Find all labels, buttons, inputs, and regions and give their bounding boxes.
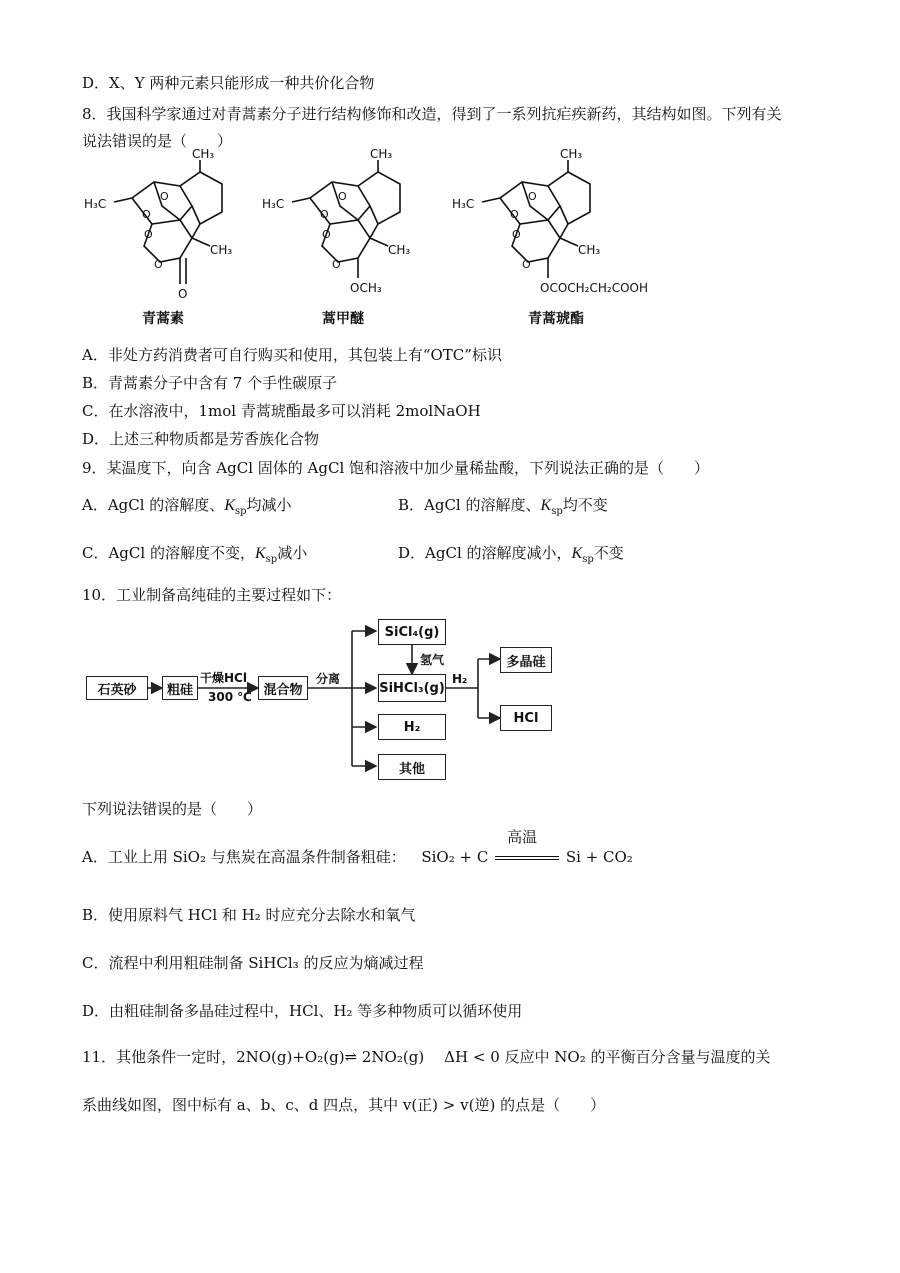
flow-box-quartz-sand: 石英砂 — [86, 676, 148, 700]
mol1-h3c-left: H₃C — [84, 197, 107, 211]
q10-option-b: B．使用原料气 HCl 和 H₂ 时应充分去除水和氧气 — [82, 906, 416, 924]
q9-option-d: D．AgCl 的溶解度减小，$K_{sp}$不变 — [398, 544, 624, 565]
flow-box-mixture: 混合物 — [258, 676, 308, 700]
flow-box-h2: H₂ — [378, 714, 446, 740]
mol3-name: 青蒿琥酯 — [528, 311, 584, 327]
svg-text:O: O — [338, 190, 347, 203]
svg-text:O: O — [322, 228, 331, 241]
q10-eq-condition: 高温 — [507, 828, 538, 846]
mol1-substituent: O — [178, 287, 188, 301]
flow-label-h2-arrow: H₂ — [452, 672, 468, 686]
q8-option-c: C．在水溶液中，1mol 青蒿琥酯最多可以消耗 2molNaOH — [82, 402, 481, 420]
flow-box-crude-silicon: 粗硅 — [162, 676, 198, 700]
flow-box-hcl: HCl — [500, 705, 552, 731]
mol2-h3c-left: H₃C — [262, 197, 285, 211]
flow-box-sicl4: SiCl₄(g) — [378, 619, 446, 645]
q11-stem-line1: 11．其他条件一定时，2NO(g)+O₂(g)⇌ 2NO₂(g) ΔH < 0 反应中 NO₂ 的平衡百分含量与温度的关 — [82, 1048, 771, 1066]
q10-option-c: C．流程中利用粗硅制备 SiHCl₃ 的反应为熵减过程 — [82, 954, 424, 972]
flow-box-polysilicon: 多晶硅 — [500, 647, 552, 673]
mol1-ch3-top: CH₃ — [192, 147, 215, 161]
mol2-ch3-right: CH₃ — [388, 243, 411, 257]
mol1-name: 青蒿素 — [142, 311, 184, 327]
flow-cond-dry-hcl: 干燥HCl — [200, 671, 247, 685]
svg-text:O: O — [528, 190, 537, 203]
q9-option-c: C．AgCl 的溶解度不变，$K_{sp}$减小 — [82, 544, 308, 565]
mol2-name: 蒿甲醚 — [322, 311, 364, 327]
svg-text:O: O — [160, 190, 169, 203]
q11-stem-line2: 系曲线如图，图中标有 a、b、c、d 四点，其中 v(正) > v(逆) 的点是（ ） — [82, 1096, 606, 1114]
mol2-ch3-top: CH₃ — [370, 147, 393, 161]
q10-option-d: D．由粗硅制备多晶硅过程中，HCl、H₂ 等多种物质可以循环使用 — [82, 1002, 523, 1020]
q9-option-b: B．AgCl 的溶解度、$K_{sp}$均不变 — [398, 496, 608, 517]
svg-text:O: O — [332, 258, 341, 271]
q8-stem-line2: 说法错误的是（ ） — [82, 132, 233, 150]
mol2-substituent: OCH₃ — [350, 281, 382, 295]
q8-option-a: A．非处方药消费者可自行购买和使用，其包装上有“OTC”标识 — [82, 346, 502, 364]
flow-cond-temp: 300 ℃ — [208, 690, 252, 704]
mol3-ch3-top: CH₃ — [560, 147, 583, 161]
svg-text:O: O — [510, 208, 519, 221]
flow-label-separate: 分离 — [316, 672, 341, 686]
svg-text:O: O — [522, 258, 531, 271]
q8-option-d: D．上述三种物质都是芳香族化合物 — [82, 430, 320, 448]
svg-text:O: O — [512, 228, 521, 241]
mol3-substituent: OCOCH₂CH₂COOH — [540, 281, 648, 295]
q9-stem: 9．某温度下，向含 AgCl 固体的 AgCl 饱和溶液中加少量稀盐酸，下列说法正确的是（ ） — [82, 459, 710, 477]
q10-stem: 10．工业制备高纯硅的主要过程如下： — [82, 586, 342, 604]
mol1-ch3-right: CH₃ — [210, 243, 233, 257]
mol3-h3c-left: H₃C — [452, 197, 475, 211]
flow-box-other: 其他 — [378, 754, 446, 780]
q9-option-a: A．AgCl 的溶解度、$K_{sp}$均减小 — [82, 496, 292, 517]
q8-option-b: B．青蒿素分子中含有 7 个手性碳原子 — [82, 374, 338, 392]
svg-text:O: O — [320, 208, 329, 221]
mol3-ch3-right: CH₃ — [578, 243, 601, 257]
q7-option-d: D．X、Y 两种元素只能形成一种共价化合物 — [82, 74, 375, 92]
flow-label-hydrogen: 氢气 — [420, 653, 445, 667]
q8-stem-line1: 8．我国科学家通过对青蒿素分子进行结构修饰和改造，得到了一系列抗疟疾新药，其结构如图。下列有关 — [82, 105, 782, 123]
svg-text:O: O — [144, 228, 153, 241]
svg-text:O: O — [154, 258, 163, 271]
q10-question: 下列说法错误的是（ ） — [82, 800, 263, 818]
q10-option-a: A．工业上用 SiO₂ 与焦炭在高温条件制备粗硅： SiO₂ + C 高温 Si + CO₂ — [82, 828, 633, 866]
svg-text:O: O — [142, 208, 151, 221]
flow-box-sihcl3: SiHCl₃(g) — [378, 674, 446, 702]
